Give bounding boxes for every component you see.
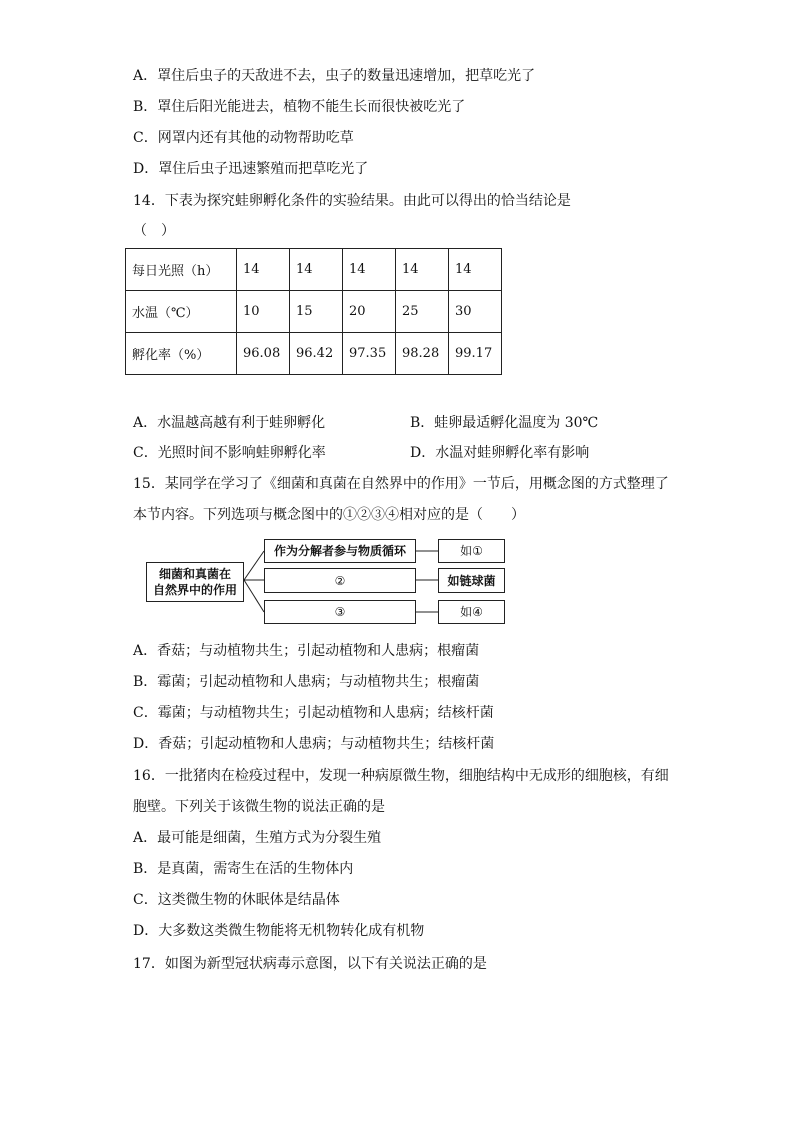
q16-option-a: A．最可能是细菌，生殖方式为分裂生殖 bbox=[133, 830, 382, 846]
table-cell: 30 bbox=[449, 291, 502, 333]
table-cell: 14 bbox=[237, 249, 290, 291]
table-row bbox=[126, 291, 502, 333]
table-cell: 14 bbox=[396, 249, 449, 291]
q15-option-b: B．霉菌；引起动植物和人患病；与动植物共生；根瘤菌 bbox=[133, 674, 480, 690]
q14-option-c: C．光照时间不影响蛙卵孵化率 bbox=[133, 445, 326, 461]
q14-answer-bracket: （ ） bbox=[133, 223, 175, 239]
table-cell: 97.35 bbox=[343, 333, 396, 375]
q16-option-b: B．是真菌，需寄生在活的生物体内 bbox=[133, 861, 354, 877]
table-cell: 96.08 bbox=[237, 333, 290, 375]
q15-stem-cont: 本节内容。下列选项与概念图中的①②③④相对应的是（ ） bbox=[133, 507, 525, 523]
q16-stem: 16．一批猪肉在检疫过程中，发现一种病原微生物，细胞结构中无成形的细胞核，有细 bbox=[133, 768, 669, 784]
row-header: 水温（℃） bbox=[126, 291, 237, 333]
concept-branch-2: ② bbox=[264, 568, 416, 593]
q13-option-d: D．罩住后虫子迅速繁殖而把草吃光了 bbox=[133, 161, 369, 177]
q16-option-d: D．大多数这类微生物能将无机物转化成有机物 bbox=[133, 923, 425, 939]
concept-map-root: 细菌和真菌在 自然界中的作用 bbox=[146, 562, 244, 602]
table-cell: 99.17 bbox=[449, 333, 502, 375]
q13-option-a: A．罩住后虫子的天敌进不去，虫子的数量迅速增加，把草吃光了 bbox=[133, 68, 536, 84]
table-cell: 96.42 bbox=[290, 333, 343, 375]
q14-stem: 14．下表为探究蛙卵孵化条件的实验结果。由此可以得出的恰当结论是 bbox=[133, 193, 571, 209]
table-cell: 20 bbox=[343, 291, 396, 333]
q14-option-d: D．水温对蛙卵孵化率有影响 bbox=[410, 445, 590, 461]
q14-option-b: B．蛙卵最适孵化温度为 30℃ bbox=[410, 415, 599, 431]
hatching-table bbox=[125, 248, 502, 375]
concept-example-streptococcus: 如链球菌 bbox=[438, 568, 505, 593]
q13-option-c: C．网罩内还有其他的动物帮助吃草 bbox=[133, 130, 354, 146]
concept-example-4: 如④ bbox=[438, 600, 505, 624]
row-header: 孵化率（%） bbox=[126, 333, 237, 375]
concept-example-1: 如① bbox=[438, 539, 505, 563]
row-header: 每日光照（h） bbox=[126, 249, 237, 291]
table-cell: 14 bbox=[290, 249, 343, 291]
q16-stem-cont: 胞壁。下列关于该微生物的说法正确的是 bbox=[133, 799, 385, 815]
table-cell: 10 bbox=[237, 291, 290, 333]
table-cell: 25 bbox=[396, 291, 449, 333]
table-row bbox=[126, 249, 502, 291]
table-cell: 14 bbox=[449, 249, 502, 291]
table-row bbox=[126, 333, 502, 375]
table-cell: 14 bbox=[343, 249, 396, 291]
table-cell: 15 bbox=[290, 291, 343, 333]
q15-option-c: C．霉菌；与动植物共生；引起动植物和人患病；结核杆菌 bbox=[133, 705, 494, 721]
q14-option-a: A．水温越高越有利于蛙卵孵化 bbox=[133, 415, 326, 431]
q16-option-c: C．这类微生物的休眠体是结晶体 bbox=[133, 892, 340, 908]
concept-branch-decomposer: 作为分解者参与物质循环 bbox=[264, 539, 416, 563]
q13-option-b: B．罩住后阳光能进去，植物不能生长而很快被吃光了 bbox=[133, 99, 466, 115]
q15-stem: 15．某同学在学习了《细菌和真菌在自然界中的作用》一节后，用概念图的方式整理了 bbox=[133, 476, 669, 492]
table-cell: 98.28 bbox=[396, 333, 449, 375]
q15-option-a: A．香菇；与动植物共生；引起动植物和人患病；根瘤菌 bbox=[133, 643, 480, 659]
concept-branch-3: ③ bbox=[264, 600, 416, 624]
q17-stem: 17．如图为新型冠状病毒示意图，以下有关说法正确的是 bbox=[133, 956, 487, 972]
q15-option-d: D．香菇；引起动植物和人患病；与动植物共生；结核杆菌 bbox=[133, 736, 495, 752]
